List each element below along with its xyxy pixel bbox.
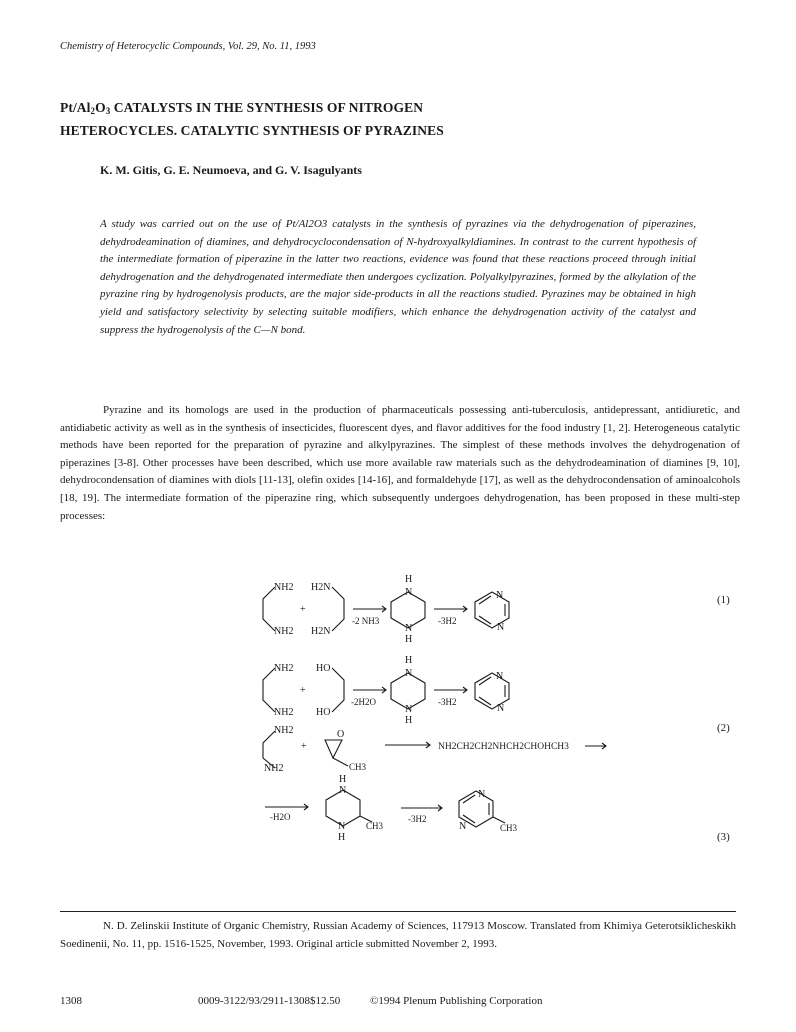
label-h-2b: H: [405, 715, 413, 726]
title-subscript-2: 3: [105, 106, 111, 116]
label-n-1d: N: [497, 622, 505, 633]
label-o: O: [337, 729, 345, 740]
label-h-3a: H: [339, 774, 347, 785]
label-h-1a: H: [405, 574, 413, 585]
label-ho-2a: HO: [316, 663, 331, 674]
label-n-2b: N: [405, 704, 413, 715]
label-n-3d: N: [459, 821, 467, 832]
title-part-3: CATALYSTS IN THE SYNTHESIS OF NITROGEN: [110, 100, 424, 115]
loss-h2-3: -3H2: [408, 814, 427, 824]
label-ch3-3b: CH3: [366, 821, 384, 831]
label-nh2-3b: NH2: [264, 763, 284, 774]
title-part-2: O: [95, 100, 106, 115]
label-h-2a: H: [405, 655, 413, 666]
label-ch3-3a: CH3: [349, 762, 367, 772]
loss-h2-2: -3H2: [438, 697, 457, 707]
equation-number-1: (1): [717, 594, 730, 606]
plus-sign-1: +: [300, 604, 306, 615]
equation-number-3: (3): [717, 831, 730, 843]
label-n-3c: N: [478, 789, 486, 800]
loss-h2o-3: -H2O: [270, 812, 291, 822]
footnote-divider: [60, 911, 736, 912]
label-ch3-3c: CH3: [500, 823, 518, 833]
title-subscript-1: 2: [90, 106, 96, 116]
label-n-2c: N: [496, 671, 504, 682]
label-n-2d: N: [497, 703, 505, 714]
label-h2n-1b: H2N: [311, 626, 331, 637]
label-h-3b: H: [338, 832, 346, 843]
footnote: [60, 918, 736, 953]
plus-sign-2: +: [300, 685, 306, 696]
authors: K. M. Gitis, G. E. Neumoeva, and G. V. Isagulyants: [100, 163, 362, 177]
loss-h2-1: -3H2: [438, 616, 457, 626]
label-nh2-3a: NH2: [274, 725, 294, 736]
loss-h2o-2: -2H2O: [351, 697, 376, 707]
label-ho-2b: HO: [316, 707, 331, 718]
journal-citation: Chemistry of Heterocyclic Compounds, Vol. 29, No. 11, 1993: [60, 41, 316, 52]
label-n-2a: N: [405, 668, 413, 679]
abstract: A study was carried out on the use of Pt/Al2O3 catalysts in the synthesis of pyrazines via the dehydrogenation of piperazines, dehydrodeamination of diamines, and dehydrocyclocondensation of N-hydroxyalkyldiamines. In contrast to the current hypothesis of the intermediate formation of piperazine in the latter two reactions, evidence was found that these reactions proceed through initial dehydrogenation and the dehydrogenated intermediate then undergoes cyclization. Polyalkylpyrazines, formed by the alkylation of the pyrazine ring by hydrogenolysis products, are the major side-products in all the reactions studied. Pyrazines may be obtained in high yield and satisfactory selectivity by selecting suitable modifiers, which enhance the dehydrogenation activity of the catalyst and suppress the hydrogenolysis of the C—N bond.: [100, 218, 696, 336]
equation-number-2: (2): [717, 722, 730, 734]
plus-sign-3: +: [301, 741, 307, 752]
label-nh2-1a: NH2: [274, 582, 294, 593]
issn-code: 0009-3122/93/2911-1308$12.50: [198, 995, 341, 1007]
label-h2n-1a: H2N: [311, 582, 331, 593]
label-n-3a: N: [339, 785, 347, 796]
intermediate-compound: NH2CH2CH2NHCH2CHOHCH3: [438, 742, 569, 752]
title-line-2: HETEROCYCLES. CATALYTIC SYNTHESIS OF PYRAZINES: [60, 123, 444, 138]
copyright-notice: ©1994 Plenum Publishing Corporation: [370, 995, 543, 1007]
loss-nh3: -2 NH3: [352, 616, 380, 626]
affiliation-note: N. D. Zelinskii Institute of Organic Chemistry, Russian Academy of Sciences, 117913 Moscow. Translated from Khimiya Geterotsiklicheskikh Soedinenii, No. 11, pp. 1516-1525, November, 1993. Original article submitted November 2, 1993.: [60, 920, 736, 950]
label-n-1a: N: [405, 587, 413, 598]
label-nh2-1b: NH2: [274, 626, 294, 637]
title-part-1: Pt/Al: [60, 100, 91, 115]
label-n-3b: N: [338, 821, 346, 832]
label-n-1b: N: [405, 623, 413, 634]
intro-paragraph: Pyrazine and its homologs are used in the production of pharmaceuticals possessing anti-tuberculosis, antidepressant, antidiuretic, and antidiabetic activity as well as in the synthesis of insecticides, fluorescent dyes, and flavor additives for the food industry [1, 2]. Heterogeneous catalytic methods have been reported for the preparation of pyrazine and alkylpyrazines. The simplest of these methods involves the dehydrogenation of piperazines [3-8]. Other processes have been described, which use more available raw materials such as the dehydrodeamination of diamines [9, 10], dehydrocondensation of diamines with diols [11-13], olefin oxides [14-16], and formaldehyde [17], as well as the dehydrocondensation of aminoalcohols [18, 19]. The intermediate formation of the piperazine ring, which subsequently undergoes dehydrogenation, has been proposed in these multi-step processes:: [60, 404, 740, 522]
label-nh2-2a: NH2: [274, 663, 294, 674]
label-n-1c: N: [496, 590, 504, 601]
label-nh2-2b: NH2: [274, 707, 294, 718]
label-h-1b: H: [405, 634, 413, 645]
page-number: 1308: [60, 995, 82, 1007]
